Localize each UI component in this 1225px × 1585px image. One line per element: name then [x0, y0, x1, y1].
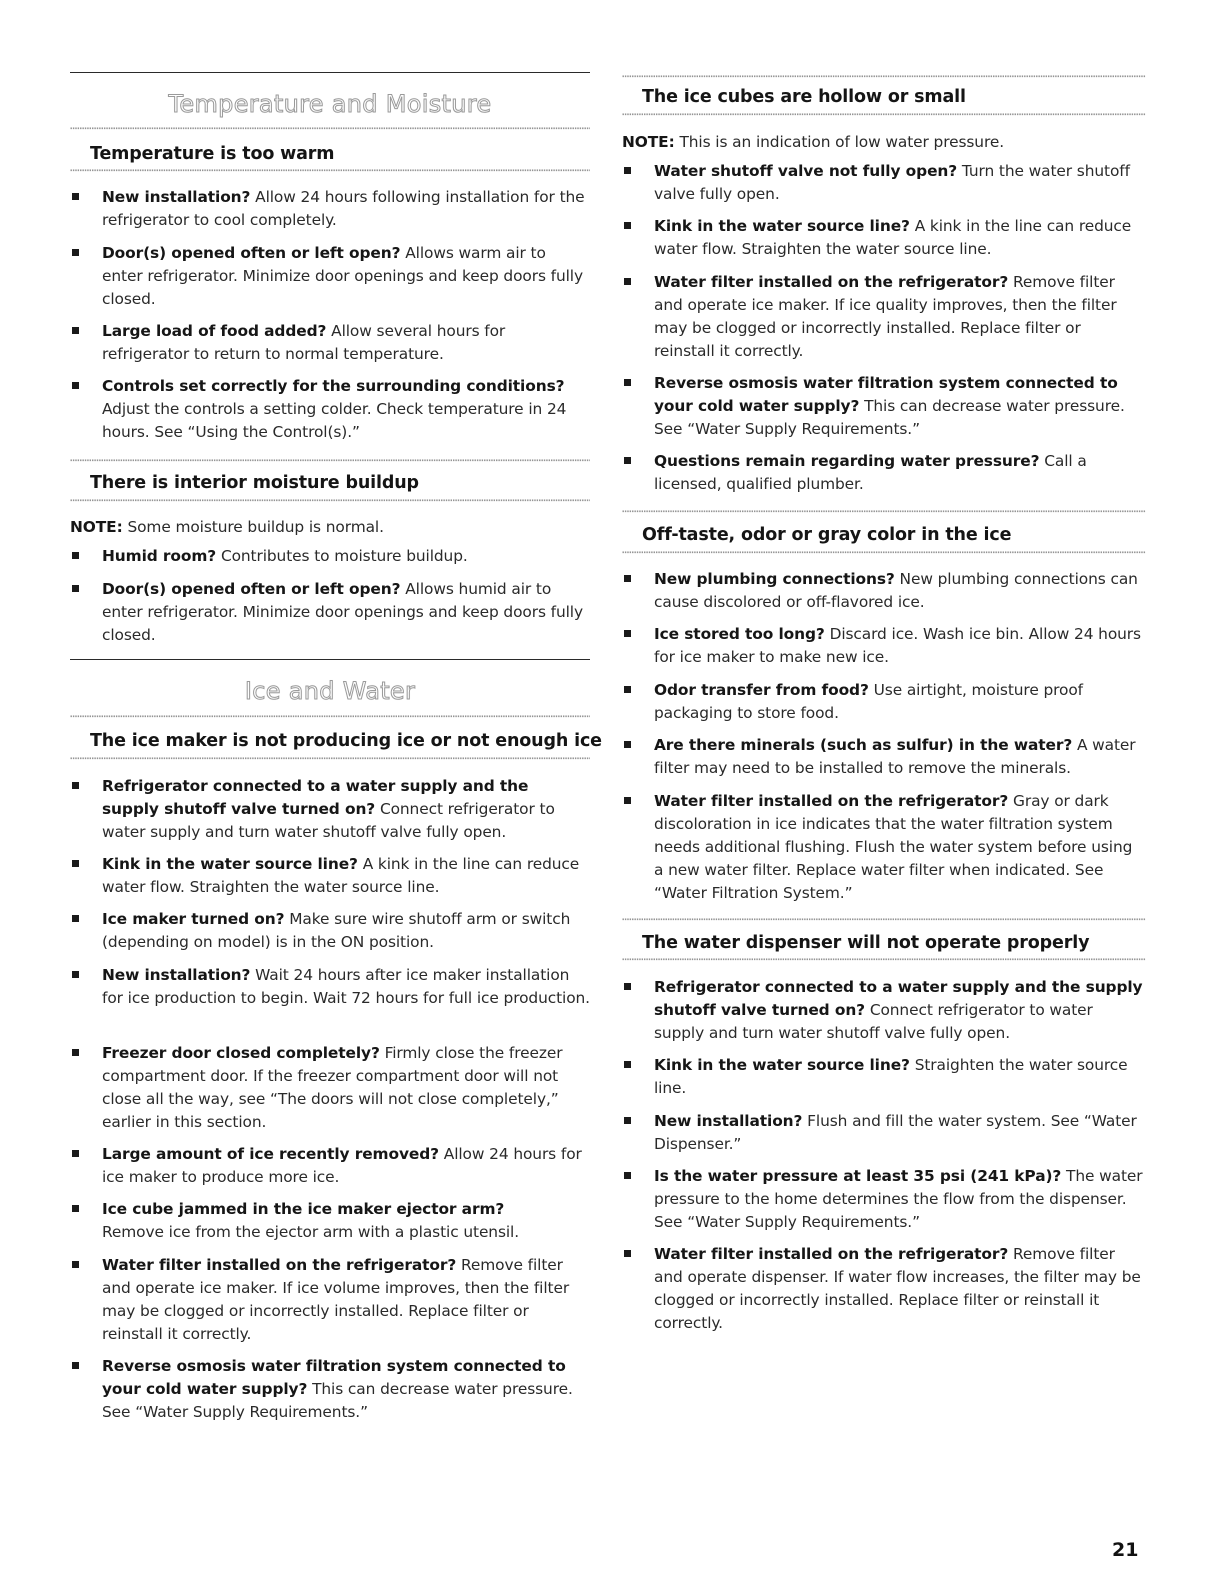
list-item: New installation? Flush and fill the water system. See “Water Dispenser.”	[622, 1110, 1146, 1156]
list-item: Kink in the water source line? A kink in the line can reduce water flow. Straighten the water source line.	[70, 853, 590, 899]
list-item: Odor transfer from food? Use airtight, moisture proof packaging to store food.	[622, 679, 1146, 725]
square-bullet-icon	[624, 379, 631, 386]
square-bullet-icon	[72, 1049, 79, 1056]
square-bullet-icon	[72, 1362, 79, 1369]
list-item: Large amount of ice recently removed? Allow 24 hours for ice maker to produce more ice.	[70, 1143, 590, 1189]
square-bullet-icon	[72, 585, 79, 592]
section-rule	[70, 659, 590, 660]
square-bullet-icon	[72, 249, 79, 256]
square-bullet-icon	[72, 860, 79, 867]
heading-rule	[622, 551, 1146, 554]
square-bullet-icon	[624, 1061, 631, 1068]
heading-rule	[622, 75, 1146, 78]
subheading-ice-maker-not-producing: The ice maker is not producing ice or not enough ice	[90, 731, 602, 751]
square-bullet-icon	[72, 193, 79, 200]
square-bullet-icon	[624, 1117, 631, 1124]
list-item: Door(s) opened often or left open? Allows humid air to enter refrigerator. Minimize door openings and keep doors fully closed.	[70, 578, 590, 647]
list-item: New installation? Allow 24 hours following installation for the refrigerator to cool completely.	[70, 186, 590, 232]
square-bullet-icon	[624, 457, 631, 464]
list-item: Water filter installed on the refrigerator? Remove filter and operate dispenser. If water flow increases, the filter may be clogged or incorrectly installed. Replace filter or reinstall it correctly.	[622, 1243, 1146, 1335]
list-item: Large load of food added? Allow several hours for refrigerator to return to normal temperature.	[70, 320, 590, 366]
list-item: Door(s) opened often or left open? Allows warm air to enter refrigerator. Minimize door openings and keep doors fully closed.	[70, 242, 590, 311]
square-bullet-icon	[624, 222, 631, 229]
square-bullet-icon	[624, 1250, 631, 1257]
square-bullet-icon	[72, 1261, 79, 1268]
list-item: Kink in the water source line? A kink in the line can reduce water flow. Straighten the water source line.	[622, 215, 1146, 261]
heading-rule	[70, 757, 590, 760]
section-title-ice-water: Ice and Water	[244, 677, 416, 705]
subheading-temperature-too-warm: Temperature is too warm	[90, 144, 335, 164]
list-item: Questions remain regarding water pressure? Call a licensed, qualified plumber.	[622, 450, 1146, 496]
list-item: Kink in the water source line? Straighten the water source line.	[622, 1054, 1146, 1100]
subheading-water-dispenser: The water dispenser will not operate properly	[642, 933, 1090, 953]
section-rule	[70, 72, 590, 73]
list-item: Water filter installed on the refrigerator? Gray or dark discoloration in ice indicates that the water filtration system needs additional flushing. Flush the water system before using a new water filter. Replace water filter when indicated. See “Water Filtration System.”	[622, 790, 1146, 905]
square-bullet-icon	[624, 686, 631, 693]
square-bullet-icon	[72, 1205, 79, 1212]
heading-rule	[70, 499, 590, 502]
heading-rule	[622, 958, 1146, 961]
heading-rule	[70, 127, 590, 130]
note: NOTE: This is an indication of low water pressure.	[622, 133, 1004, 151]
list-item: Freezer door closed completely? Firmly close the freezer compartment door. If the freezer compartment door will not close all the way, see “The doors will not close completely,” earlier in this section.	[70, 1042, 590, 1134]
list-item: New installation? Wait 24 hours after ice maker installation for ice production to begin. Wait 72 hours for full ice production.	[70, 964, 590, 1010]
heading-rule	[70, 715, 590, 718]
list-item: Refrigerator connected to a water supply and the supply shutoff valve turned on? Connect refrigerator to water supply and turn water shutoff valve fully open.	[70, 775, 590, 844]
list-item: Humid room? Contributes to moisture buildup.	[70, 545, 590, 568]
section-title-temperature-moisture: Temperature and Moisture	[168, 90, 492, 118]
square-bullet-icon	[624, 278, 631, 285]
square-bullet-icon	[72, 782, 79, 789]
list-item: Are there minerals (such as sulfur) in the water? A water filter may need to be installed to remove the minerals.	[622, 734, 1146, 780]
square-bullet-icon	[624, 797, 631, 804]
list-item: Is the water pressure at least 35 psi (241 kPa)? The water pressure to the home determines the flow from the dispenser. See “Water Supply Requirements.”	[622, 1165, 1146, 1234]
list-item: Ice maker turned on? Make sure wire shutoff arm or switch (depending on model) is in the ON position.	[70, 908, 590, 954]
list-item: Refrigerator connected to a water supply and the supply shutoff valve turned on? Connect refrigerator to water supply and turn water shutoff valve fully open.	[622, 976, 1146, 1045]
heading-rule	[622, 113, 1146, 116]
list-item: Ice cube jammed in the ice maker ejector arm? Remove ice from the ejector arm with a plastic utensil.	[70, 1198, 590, 1244]
list-item: Reverse osmosis water filtration system connected to your cold water supply? This can decrease water pressure. See “Water Supply Requirements.”	[622, 372, 1146, 441]
square-bullet-icon	[72, 382, 79, 389]
heading-rule	[70, 459, 590, 462]
page-number: 21	[1112, 1539, 1139, 1561]
list-item: Water filter installed on the refrigerator? Remove filter and operate ice maker. If ice volume improves, then the filter may be clogged or incorrectly installed. Replace filter or reinstall it correctly.	[70, 1254, 590, 1346]
heading-rule	[70, 169, 590, 172]
square-bullet-icon	[624, 167, 631, 174]
square-bullet-icon	[624, 741, 631, 748]
list-item: Reverse osmosis water filtration system connected to your cold water supply? This can decrease water pressure. See “Water Supply Requirements.”	[70, 1355, 590, 1424]
list-item: Water shutoff valve not fully open? Turn the water shutoff valve fully open.	[622, 160, 1146, 206]
subheading-off-taste: Off-taste, odor or gray color in the ice	[642, 525, 1012, 545]
note: NOTE: Some moisture buildup is normal.	[70, 518, 384, 536]
square-bullet-icon	[624, 983, 631, 990]
square-bullet-icon	[72, 327, 79, 334]
square-bullet-icon	[72, 971, 79, 978]
subheading-ice-cubes-hollow: The ice cubes are hollow or small	[642, 87, 966, 107]
square-bullet-icon	[624, 1172, 631, 1179]
list-item: Water filter installed on the refrigerator? Remove filter and operate ice maker. If ice quality improves, then the filter may be clogged or incorrectly installed. Replace filter or reinstall it correctly.	[622, 271, 1146, 363]
list-item: New plumbing connections? New plumbing connections can cause discolored or off-flavored ice.	[622, 568, 1146, 614]
list-item: Ice stored too long? Discard ice. Wash ice bin. Allow 24 hours for ice maker to make new ice.	[622, 623, 1146, 669]
subheading-interior-moisture: There is interior moisture buildup	[90, 473, 419, 493]
square-bullet-icon	[624, 575, 631, 582]
square-bullet-icon	[72, 915, 79, 922]
heading-rule	[622, 510, 1146, 513]
square-bullet-icon	[624, 630, 631, 637]
list-item: Controls set correctly for the surrounding conditions? Adjust the controls a setting colder. Check temperature in 24 hours. See “Using the Control(s).”	[70, 375, 590, 444]
square-bullet-icon	[72, 1150, 79, 1157]
heading-rule	[622, 918, 1146, 921]
square-bullet-icon	[72, 552, 79, 559]
